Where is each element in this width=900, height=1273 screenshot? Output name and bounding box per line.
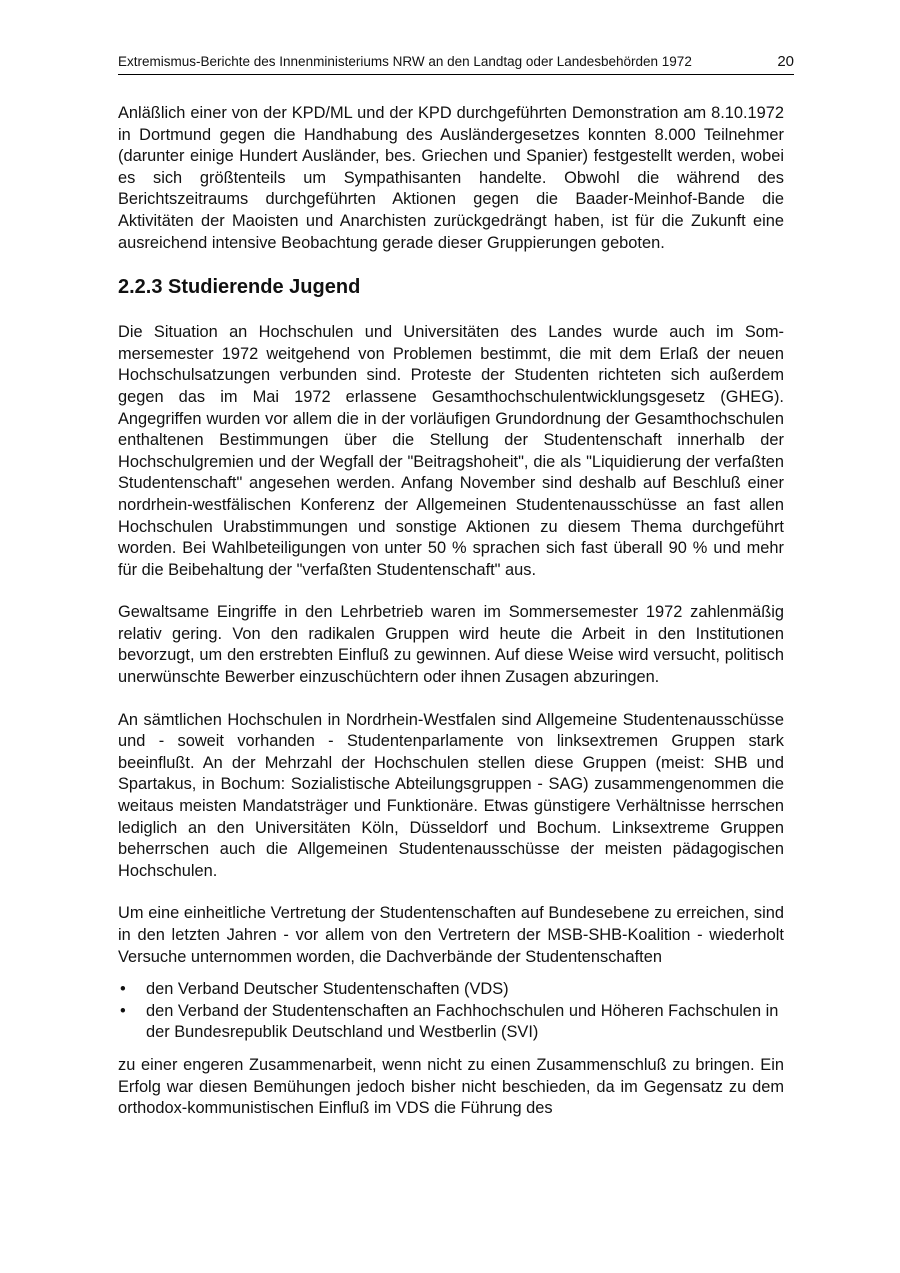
list-item-text: den Verband der Studentenschaften an Fachhochschulen und Höheren Fachschulen in der Bundesrepublik Deutschland und Westberlin (SVI): [146, 1001, 779, 1042]
bullet-icon: •: [120, 1001, 126, 1020]
paragraph-demonstration: Anläßlich einer von der KPD/ML und der KPD durchgeführten Demonstration am 8.10.1972 in Dortmund gegen die Handhabung des Ausländergesetzes konnten 8.000 Teilnehmer (darunter einige Hundert Ausländer, bes. Griechen und Spanier) festgestellt werden, wobei es sich größtenteils um Sympathisanten handelte. Obwohl die während des Berichtszeitraums durchgeführten Aktionen gegen die Baader-Meinhof-Bande die Aktivitäten der Maoisten und Anarchisten zurückgedrängt haben, ist für die Zukunft eine ausreichend intensive Beobachtung gerade dieser Gruppierungen geboten.: [118, 104, 784, 252]
list-item: [118, 979, 784, 1001]
paragraph-studentenausschuesse: An sämtlichen Hochschulen in Nordrhein-Westfalen sind Allgemeine Studentenausschüsse und - soweit vorhanden - Studentenparlamente von linksextremen Gruppen stark beeinflußt. An der Mehrzahl der Hochschulen stellen diese Gruppen (meist: SHB und Spartakus, in Bochum: Sozialistische Abteilungsgruppen - SAG) zusammengenommen die weitaus meisten Mandatsträger und Funktionäre. Etwas günstigere Verhältnisse herrschen lediglich an den Universitäten Köln, Düsseldorf und Bochum. Linksextreme Gruppen beherrschen auch die Allgemeinen Studentenausschüsse der meisten pädagogischen Hochschulen.: [118, 710, 784, 880]
paragraph-hochschulen-situation: Die Situation an Hochschulen und Universitäten des Landes wurde auch im Sommersemester 1972 weitgehend von Problemen bestimmt, die mit dem Erlaß der neuen Hochschulsatzungen verbunden sind. Proteste der Studenten richteten sich außerdem gegen das im Mai 1972 erlassene Gesamthochschulentwicklungsgesetz (GHEG). Angegriffen wurden vor allem die in der vorläufigen Grundordnung der Gesamthochschulen enthaltenen Bestimmungen über die Stellung der Studentenschaft innerhalb der Hochschulgremien und der Wegfall der "Beitragshoheit", die als "Liquidierung der verfaßten Studentenschaft" angesehen werden. Anfang November sind deshalb auf Beschluß einer nordrhein-westfälischen Konferenz der Allgemeinen Studentenausschüsse an fast allen Hochschulen Urabstimmungen und sonstige Aktionen zu diesem Thema durchgeführt worden. Bei Wahlbeteiligungen von unter 50 % sprachen sich fast überall 90 % und mehr für die Beibehaltung der "verfaßten Studentenschaft" aus.: [118, 323, 784, 579]
page-header: [118, 52, 794, 75]
page-body: [118, 103, 784, 1141]
paragraph-zusammenarbeit: zu einer engeren Zusammenarbeit, wenn nicht zu einen Zusammenschluß zu bringen. Ein Erfolg war diesen Bemühungen jedoch bisher nicht beschieden, da im Gegensatz zu dem orthodox-kommunistischen Einfluß im VDS die Führung des: [118, 1055, 784, 1118]
paragraph-vertretung-bundesebene: Um eine einheitliche Vertretung der Studentenschaften auf Bundesebene zu erreichen, sind in den letzten Jahren - vor allem von den Vertretern der MSB-SHB-Koalition - wiederholt Versuche unternommen worden, die Dachverbände der Studentenschaften: [118, 904, 784, 966]
list-item-text: den Verband Deutscher Studentenschaften (VDS): [146, 980, 509, 999]
dachverbaende-list: [118, 979, 784, 1044]
header-title: Extremismus-Berichte des Innenministeriums NRW an den Landtag oder Landesbehörden 1972: [118, 54, 692, 69]
list-item: [118, 1001, 784, 1044]
paragraph-lehrbetrieb: Gewaltsame Eingriffe in den Lehrbetrieb waren im Sommersemester 1972 zahlenmäßig relativ gering. Von den radikalen Gruppen wird heute die Arbeit in den Institutionen bevorzugt, um den erstrebten Einfluß zu gewinnen. Auf diese Weise wird versucht, politisch unerwünschte Bewerber einzuschüchtern oder ihnen Zusagen abzuringen.: [118, 603, 784, 687]
page-number: 20: [777, 53, 794, 70]
bullet-icon: •: [120, 980, 126, 999]
section-heading: 2.2.3 Studierende Jugend: [118, 276, 361, 299]
